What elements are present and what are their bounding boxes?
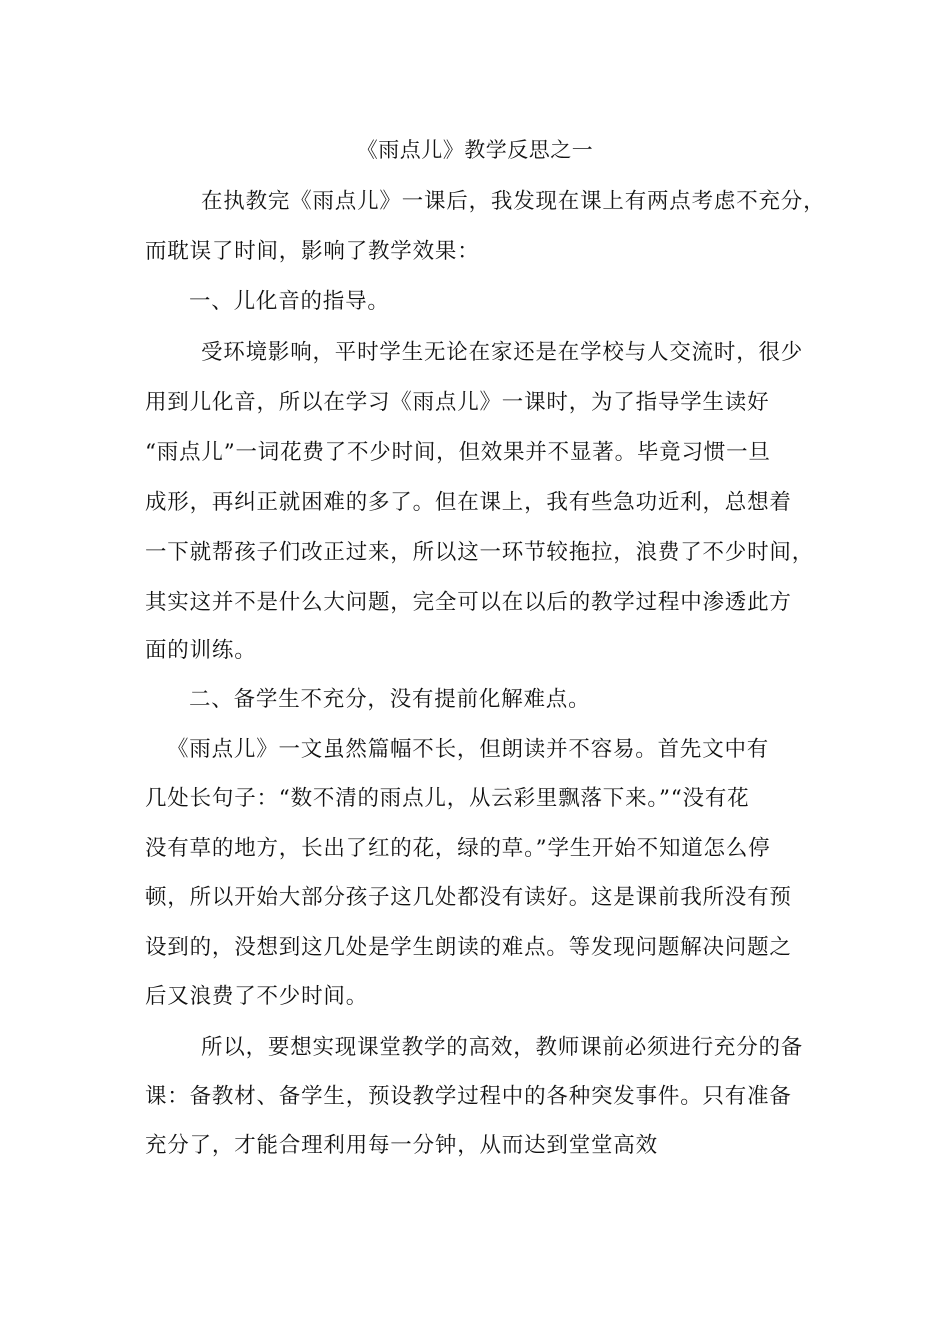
paragraph-1-line-2: 而耽误了时间，影响了教学效果： xyxy=(145,239,480,264)
paragraph-3-line-1: 《雨点儿》一文虽然篇幅不长，但朗读并不容易。首先文中有 xyxy=(167,737,770,762)
section-heading-1: 一、儿化音的指导。 xyxy=(189,289,390,314)
document-title: 《雨点儿》教学反思之一 xyxy=(356,138,594,162)
paragraph-2-line-3: “雨点儿”一词花费了不少时间，但效果并不显著。毕竟习惯一旦 xyxy=(145,440,771,465)
paragraph-2-line-6: 其实这并不是什么大问题，完全可以在以后的教学过程中渗透此方 xyxy=(145,590,792,615)
paragraph-2-line-5: 一下就帮孩子们改正过来，所以这一环节较拖拉，浪费了不少时间， xyxy=(145,540,815,565)
paragraph-3-line-4: 顿，所以开始大部分孩子这几处都没有读好。这是课前我所没有预 xyxy=(145,885,792,910)
paragraph-3-line-5: 设到的，没想到这几处是学生朗读的难点。等发现问题解决问题之 xyxy=(145,935,792,960)
paragraph-4-line-2: 课：备教材、备学生，预设教学过程中的各种突发事件。只有准备 xyxy=(145,1084,792,1109)
paragraph-4-line-1: 所以，要想实现课堂教学的高效，教师课前必须进行充分的备 xyxy=(201,1035,804,1060)
paragraph-4-line-3: 充分了，才能合理利用每一分钟，从而达到堂堂高效 xyxy=(145,1133,658,1158)
paragraph-3-line-6: 后又浪费了不少时间。 xyxy=(145,984,369,1009)
paragraph-2-line-2: 用到儿化音，所以在学习《雨点儿》一课时，为了指导学生读好 xyxy=(145,390,770,415)
paragraph-3-line-3: 没有草的地方，长出了红的花，绿的草。”学生开始不知道怎么停 xyxy=(145,836,771,861)
section-heading-2: 二、备学生不充分，没有提前化解难点。 xyxy=(189,687,591,712)
paragraph-2-line-4: 成形，再纠正就困难的多了。但在课上，我有些急功近利，总想着 xyxy=(145,490,792,515)
paragraph-1-line-1: 在执教完《雨点儿》一课后，我发现在课上有两点考虑不充分， xyxy=(201,189,826,214)
paragraph-2-line-7: 面的训练。 xyxy=(145,638,257,663)
paragraph-2-line-1: 受环境影响，平时学生无论在家还是在学校与人交流时，很少 xyxy=(201,340,804,365)
paragraph-3-line-2: 几处长句子：“数不清的雨点儿，从云彩里飘落下来。”“没有花 xyxy=(145,786,750,811)
